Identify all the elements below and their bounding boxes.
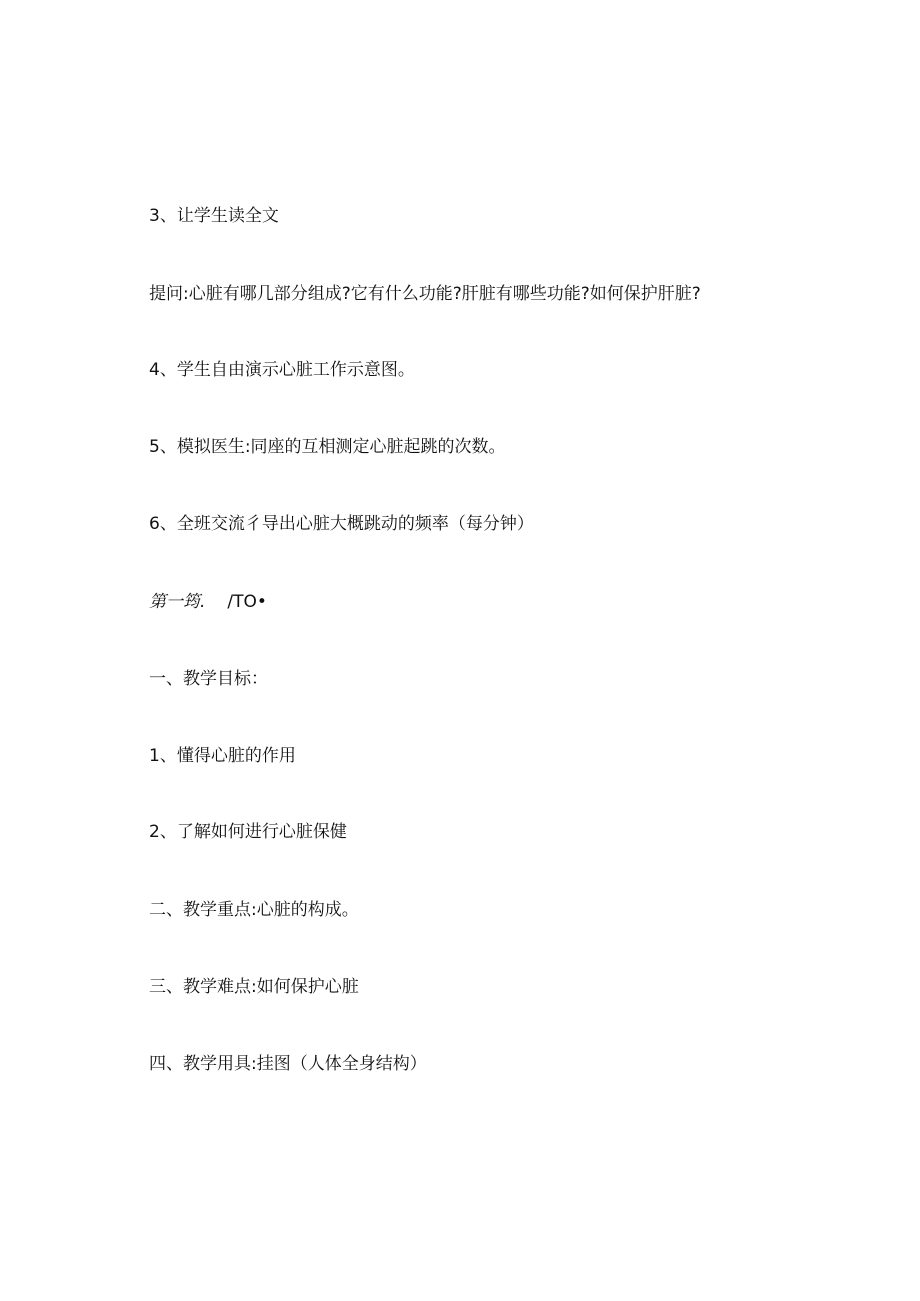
teaching-focus: 二、教学重点:心脏的构成。	[149, 900, 359, 920]
section-heading-suffix: /TO•	[227, 592, 267, 612]
section-heading-text: 第一筠.	[149, 592, 206, 612]
step-5-simulate-doctor: 5、模拟医生:同座的互相测定心脏起跳的次数。	[149, 437, 506, 457]
step-6-class-exchange: 6、全班交流彳导出心脏大概跳动的频率（每分钟）	[149, 514, 534, 534]
teaching-tools: 四、教学用具:挂图（人体全身结构）	[149, 1054, 427, 1074]
teaching-difficulty: 三、教学难点:如何保护心脏	[149, 977, 359, 997]
teaching-goals-heading: 一、教学目标：	[149, 669, 268, 689]
goal-1: 1、懂得心脏的作用	[149, 746, 296, 766]
goal-2: 2、了解如何进行心脏保健	[149, 822, 347, 842]
questions-paragraph: 提问:心脏有哪几部分组成?它有什么功能?肝脏有哪些功能?如何保护肝脏?	[149, 284, 701, 304]
step-4-demo: 4、学生自由演示心脏工作示意图。	[149, 360, 415, 380]
section-heading	[149, 590, 267, 614]
step-3-read-text: 3、让学生读全文	[149, 206, 279, 226]
